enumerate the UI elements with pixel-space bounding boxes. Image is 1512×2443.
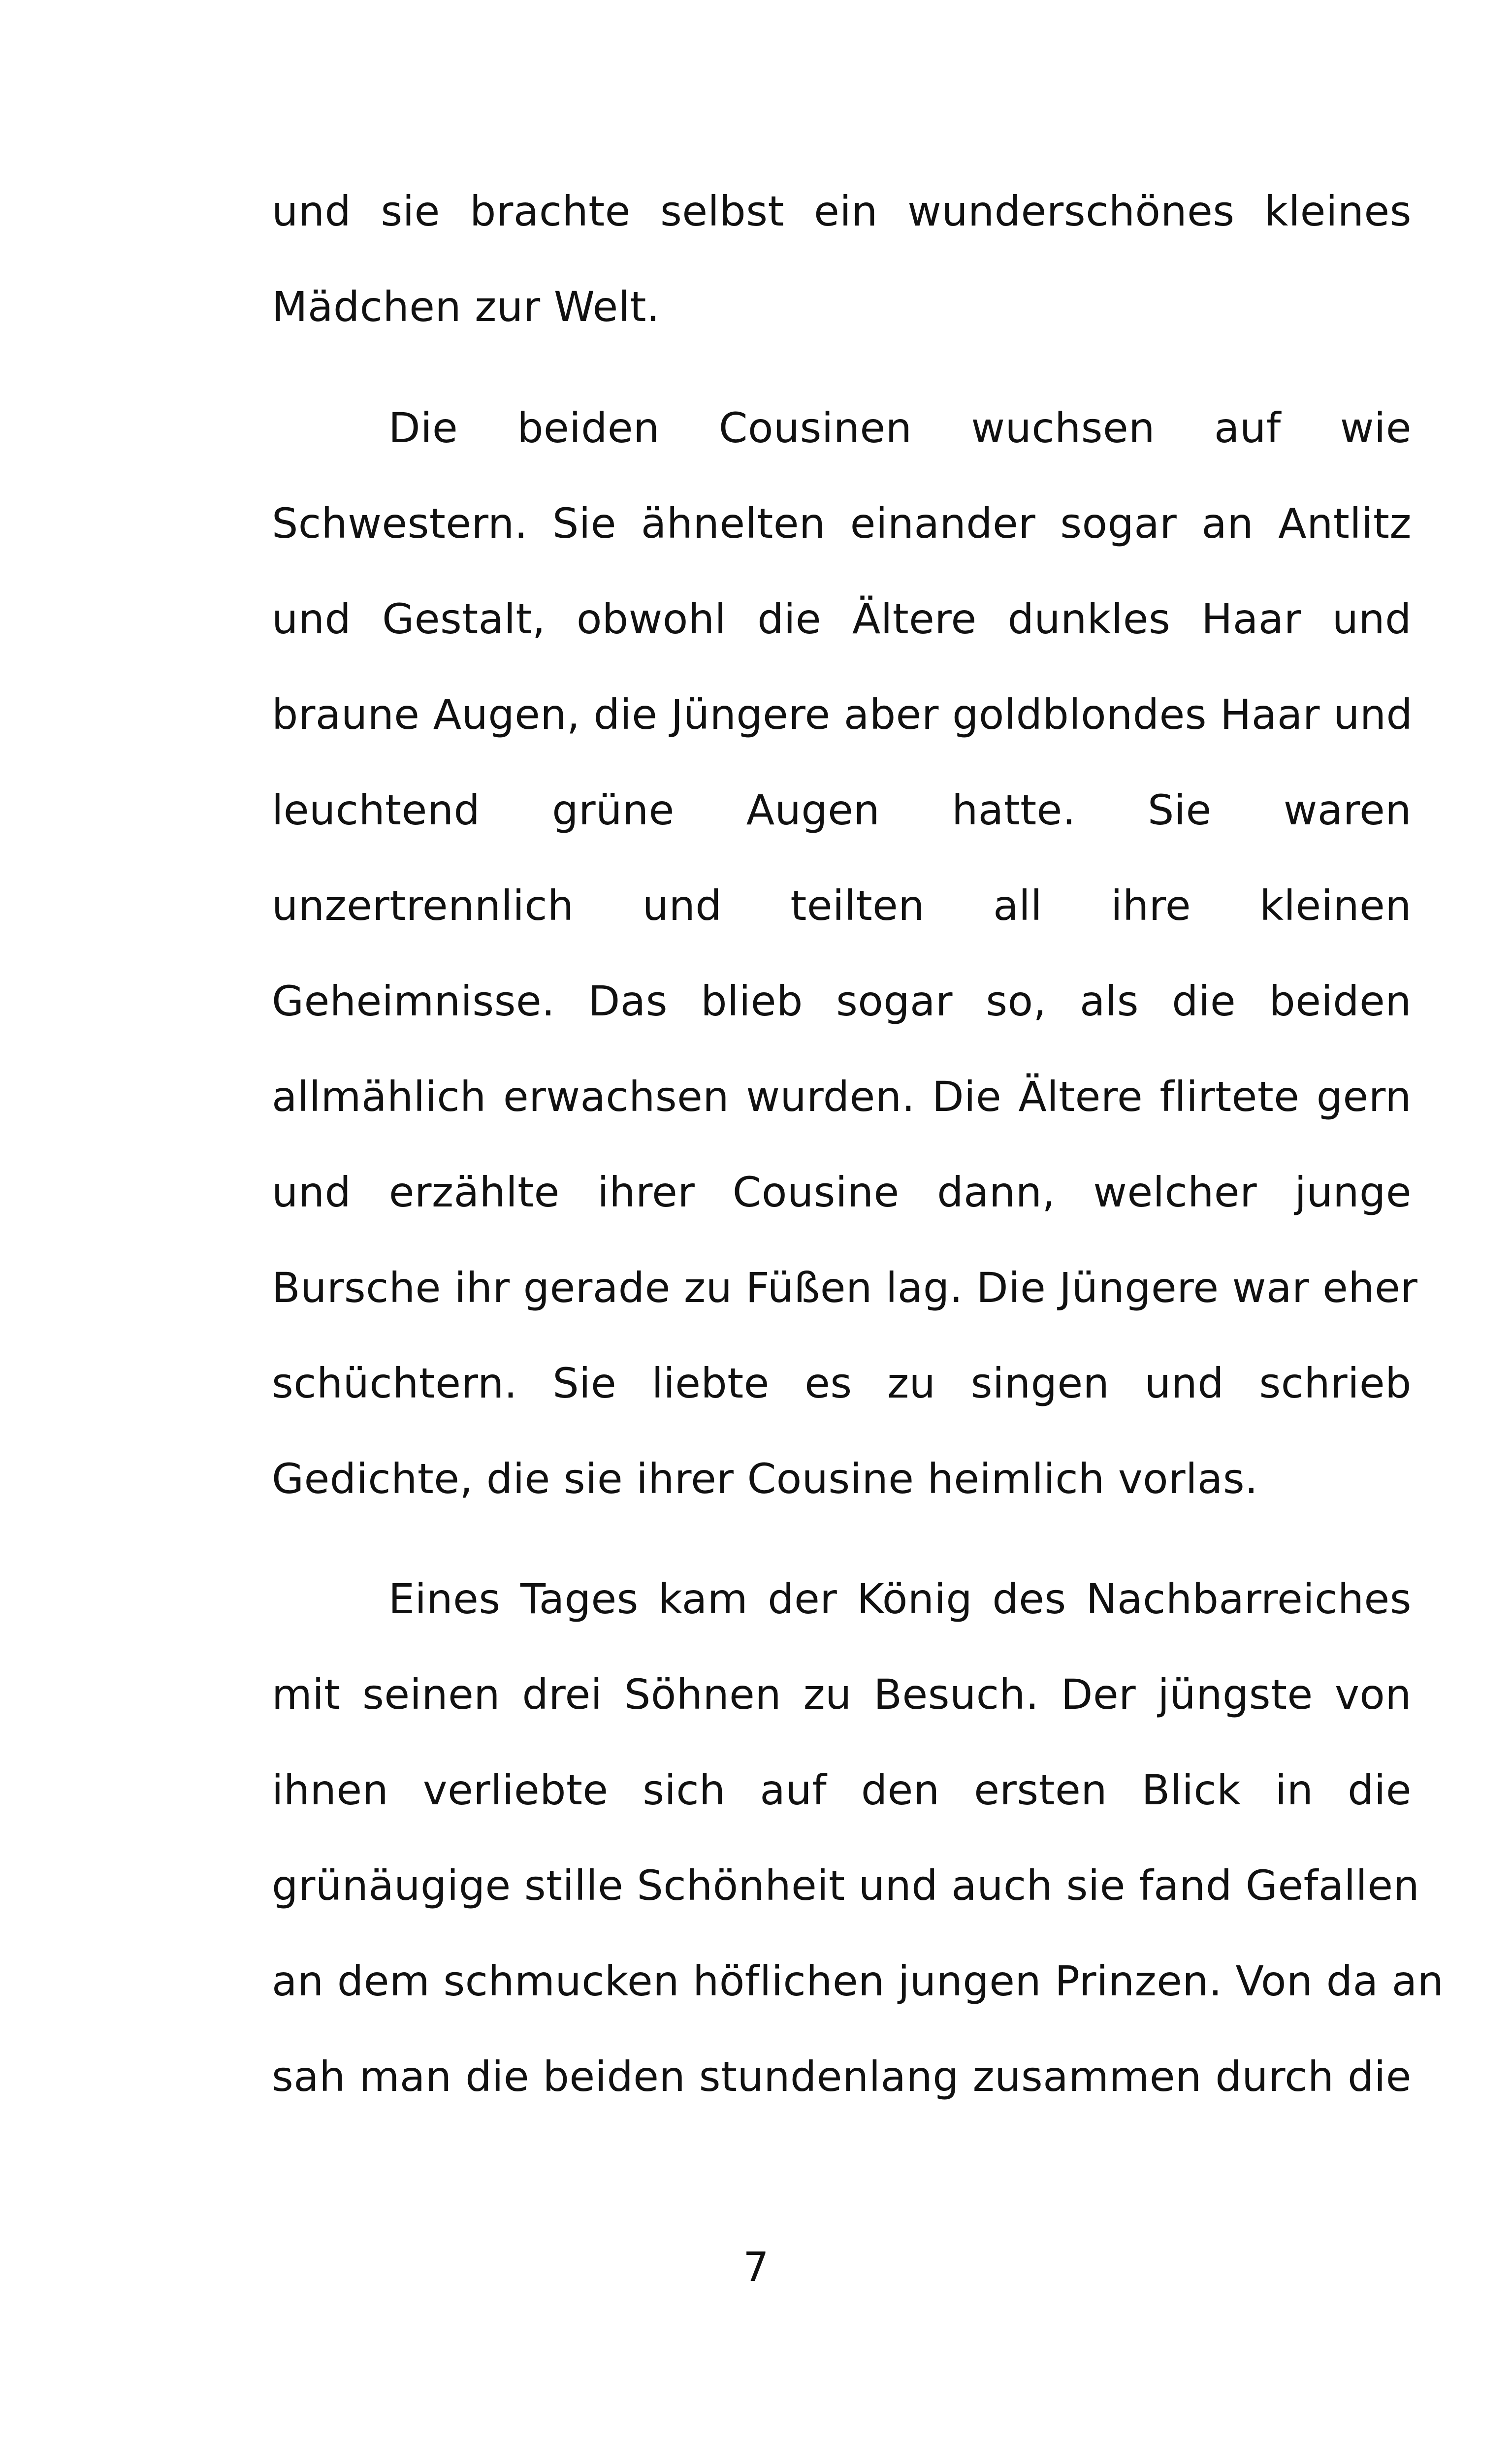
text-line: ihnen verliebte sich auf den ersten Blick in die xyxy=(272,1766,1412,1814)
text-line: braune Augen, die Jüngere aber goldblondes Haar und xyxy=(272,690,1413,739)
text-line: Bursche ihr gerade zu Füßen lag. Die Jüngere war eher xyxy=(272,1264,1418,1312)
text-line: und sie brachte selbst ein wunderschönes kleines xyxy=(272,187,1412,235)
text-line: Eines Tages kam der König des Nachbarreiches xyxy=(388,1575,1412,1623)
text-line: unzertrennlich und teilten all ihre kleinen xyxy=(272,881,1412,930)
text-line: Mädchen zur Welt. xyxy=(272,283,660,331)
text-line: leuchtend grüne Augen hatte. Sie waren xyxy=(272,786,1412,834)
text-line: Die beiden Cousinen wuchsen auf wie xyxy=(388,404,1412,452)
paragraph-1 xyxy=(272,163,1412,355)
text-line: grünäugige stille Schönheit und auch sie fand Gefallen xyxy=(272,1861,1420,1910)
text-line: mit seinen drei Söhnen zu Besuch. Der jüngste von xyxy=(272,1670,1412,1719)
text-line: Gedichte, die sie ihrer Cousine heimlich vorlas. xyxy=(272,1455,1258,1503)
text-line: sah man die beiden stundenlang zusammen durch die xyxy=(272,2052,1412,2101)
text-line: und Gestalt, obwohl die Ältere dunkles Haar und xyxy=(272,595,1412,643)
text-line: und erzählte ihrer Cousine dann, welcher junge xyxy=(272,1168,1412,1216)
page-number: 7 xyxy=(743,2244,769,2291)
text-line: allmählich erwachsen wurden. Die Ältere flirtete gern xyxy=(272,1073,1412,1121)
paragraph-3 xyxy=(272,1551,1444,2124)
text-line: an dem schmucken höflichen jungen Prinzen. Von da an xyxy=(272,1957,1444,2005)
text-line: Geheimnisse. Das blieb sogar so, als die beiden xyxy=(272,977,1412,1025)
text-line: Schwestern. Sie ähnelten einander sogar an Antlitz xyxy=(272,499,1412,548)
text-line: schüchtern. Sie liebte es zu singen und schrieb xyxy=(272,1359,1412,1407)
paragraph-2 xyxy=(272,380,1418,1527)
